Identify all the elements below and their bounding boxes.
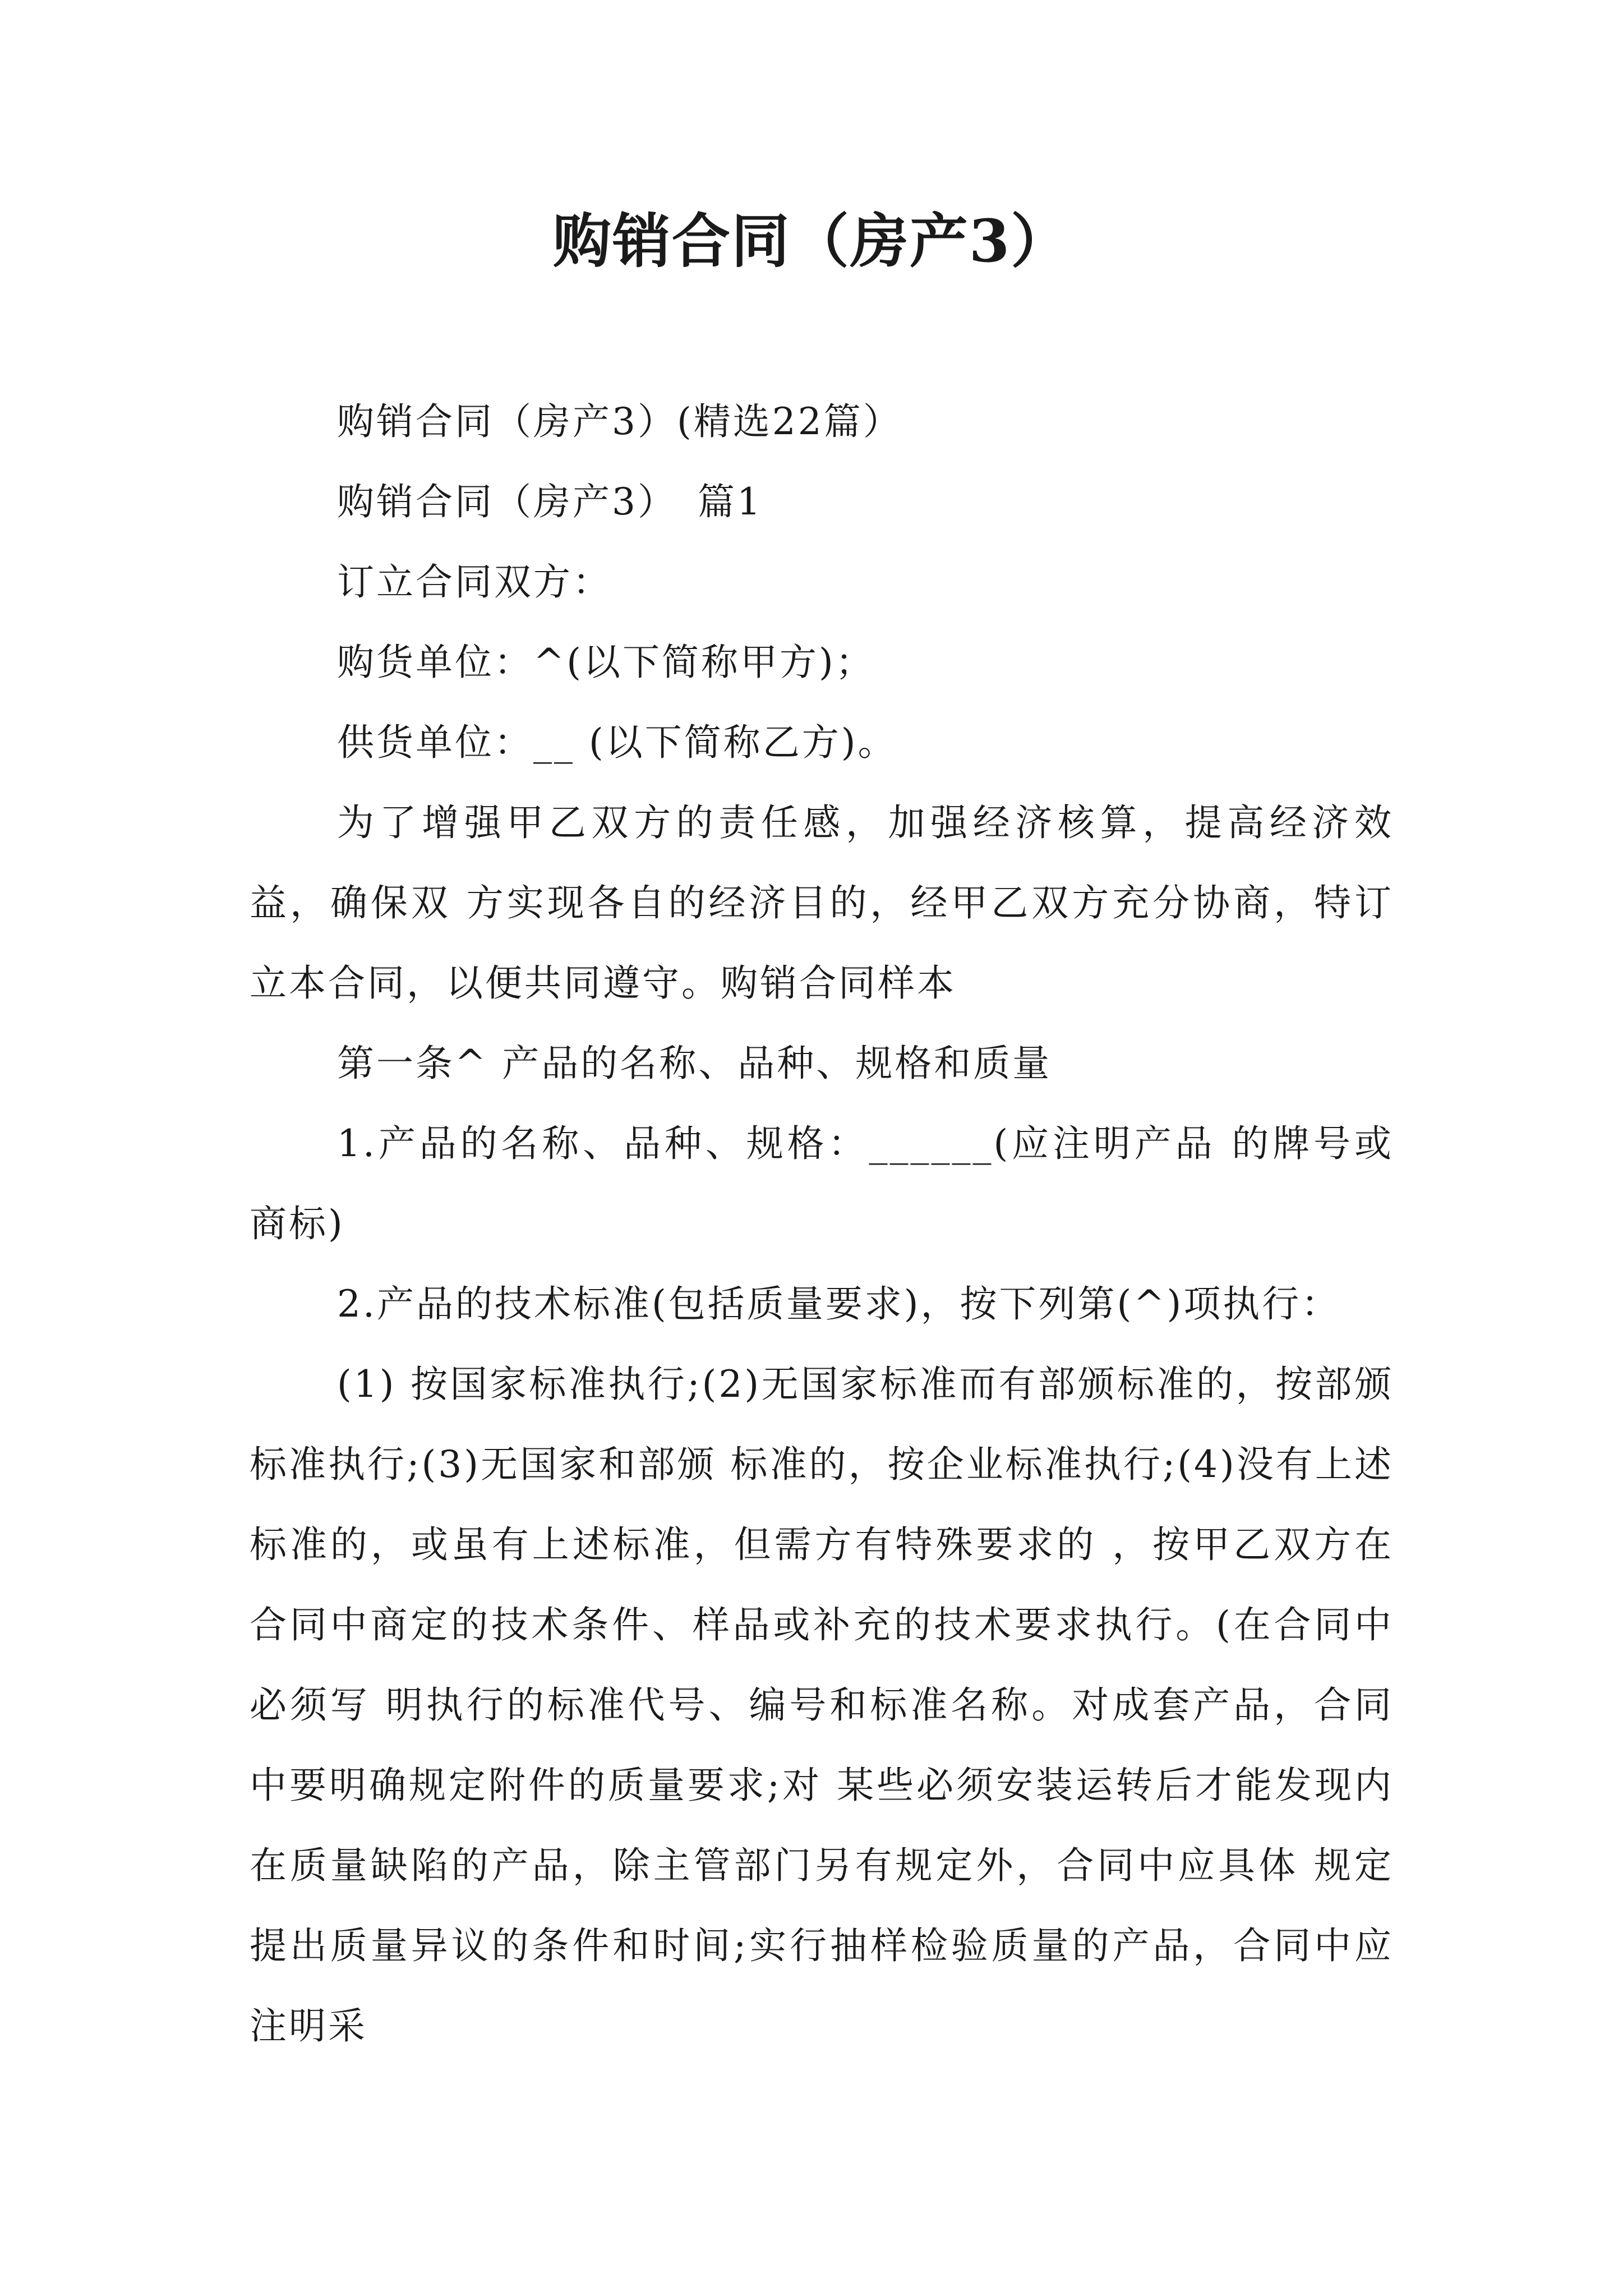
paragraph-supplier: 供货单位：__ (以下简称乙方)。 bbox=[337, 721, 897, 764]
document-body bbox=[250, 381, 1394, 2066]
paragraph-standards: (1) 按国家标准执行;(2)无国家标准而有部颁标准的，按部颁标准执行;(3)无国家和部颁 标准的，按企业标准执行;(4)没有上述标准的，或虽有上述标准，但需方有特殊要求的 ，按甲乙双方在合同中商定的技术条件、样品或补充的技术要求执行。(在合同中必须写 明执行的标准代号、编号和标准名称。对成套产品，合同中要明确规定附件的质量要求;对 某些必须安装运转后才能发现内在质量缺陷的产品，除主管部门另有规定外，合同中应具体 规定提出质量异议的条件和时间;实行抽样检验质量的产品，合同中应注明采 bbox=[250, 1363, 1394, 2047]
document-title: 购销合同（房产3） bbox=[552, 206, 1071, 275]
paragraph-article-one-heading: 第一条^ 产品的名称、品种、规格和质量 bbox=[337, 1042, 1052, 1085]
paragraph-item-two: 2.产品的技术标准(包括质量要求)，按下列第(^)项执行： bbox=[337, 1282, 1341, 1326]
paragraph-item-one: 1.产品的名称、品种、规格：______(应注明产品 的牌号或商标) bbox=[250, 1122, 1394, 1245]
paragraph-parties-heading: 订立合同双方： bbox=[337, 560, 612, 604]
paragraph-collection-title: 购销合同（房产3）(精选22篇） bbox=[337, 400, 902, 443]
paragraph-section-heading: 购销合同（房产3） 篇1 bbox=[337, 480, 763, 523]
paragraph-buyer: 购货单位：^(以下简称甲方)； bbox=[337, 641, 875, 684]
paragraph-purpose: 为了增强甲乙双方的责任感，加强经济核算，提高经济效益，确保双 方实现各自的经济目的，经甲乙双方充分协商，特订立本合同，以便共同遵守。购销合同样本 bbox=[250, 801, 1394, 1005]
